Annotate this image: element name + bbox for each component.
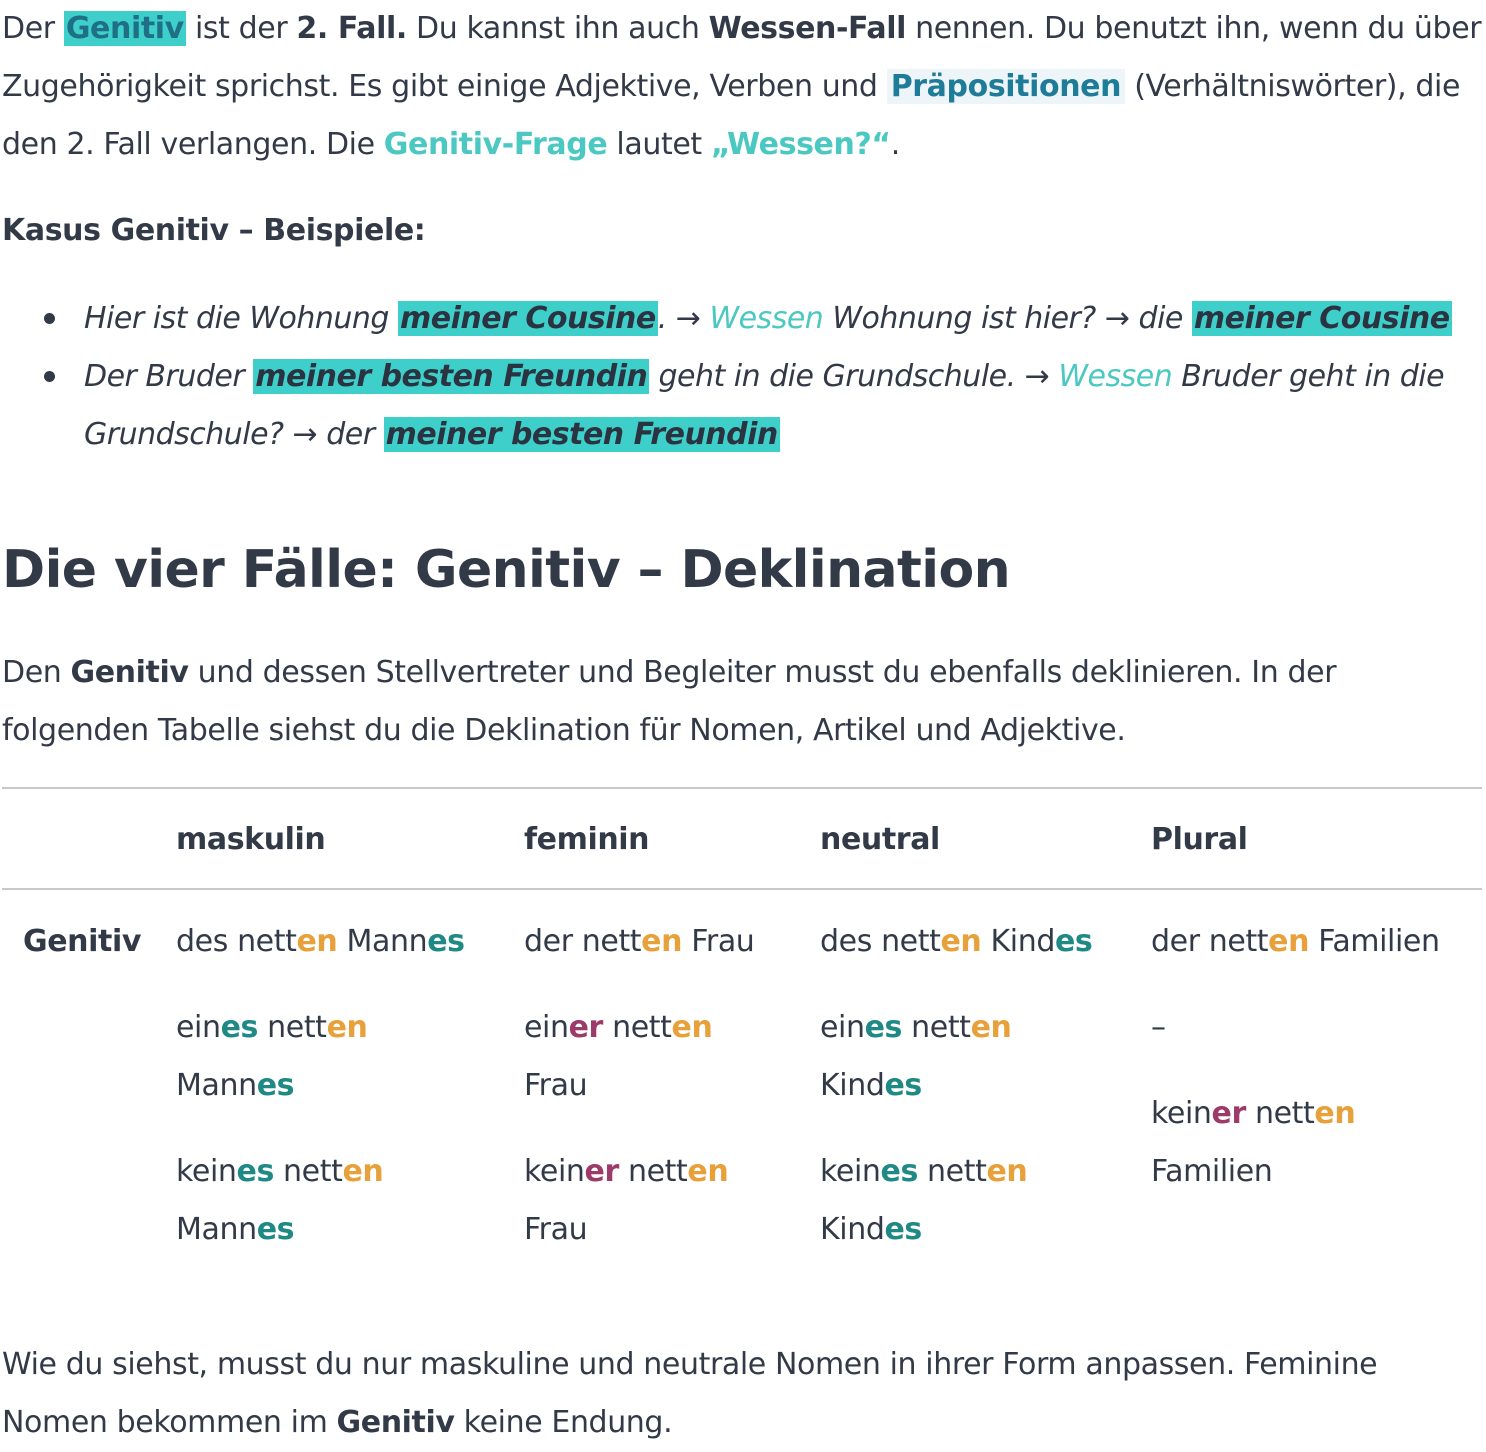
praepositionen-link[interactable]: Präpositionen bbox=[887, 69, 1125, 104]
ending-article: es bbox=[236, 1154, 274, 1189]
stem: des nett bbox=[820, 924, 941, 959]
stem: des nett bbox=[176, 924, 297, 959]
stem: Frau bbox=[524, 1068, 588, 1103]
stem: kein bbox=[176, 1154, 237, 1189]
table-cell bbox=[1151, 913, 1440, 971]
paragraph-text: keine Endung. bbox=[454, 1405, 673, 1440]
wessen-term: Wessen bbox=[1058, 359, 1173, 394]
table-intro-paragraph bbox=[2, 644, 1482, 760]
stem: nett bbox=[258, 1010, 327, 1045]
table-cell bbox=[524, 999, 712, 1115]
table-cell bbox=[524, 1143, 728, 1259]
ending-adjective: en bbox=[326, 1010, 368, 1045]
table-cell bbox=[820, 999, 1011, 1115]
ending-adjective: en bbox=[970, 1010, 1012, 1045]
wessen-question: „Wessen?“ bbox=[710, 127, 891, 162]
wessen-fall-bold: Wessen-Fall bbox=[708, 11, 906, 46]
stem: Frau bbox=[682, 924, 755, 959]
ending-adjective: en bbox=[641, 924, 683, 959]
table-cell bbox=[524, 913, 754, 971]
ending-adjective: en bbox=[1314, 1096, 1356, 1131]
stem: Kind bbox=[981, 924, 1055, 959]
examples-list bbox=[0, 290, 1484, 464]
stem: ein bbox=[524, 1010, 569, 1045]
zweiter-fall-bold: 2. Fall. bbox=[296, 11, 407, 46]
stem: kein bbox=[820, 1154, 881, 1189]
intro-paragraph bbox=[2, 0, 1482, 174]
stem: Frau bbox=[524, 1212, 588, 1247]
stem: nett bbox=[1245, 1096, 1315, 1131]
genitiv-highlight: meiner besten Freundin bbox=[385, 417, 778, 452]
ending-article: es bbox=[880, 1154, 918, 1189]
stem: Mann bbox=[337, 924, 428, 959]
table-cell bbox=[176, 913, 465, 971]
ending-adjective: en bbox=[986, 1154, 1028, 1189]
genitiv-highlight: meiner besten Freundin bbox=[255, 359, 648, 394]
empty-dash: – bbox=[1151, 1010, 1166, 1045]
intro-text: lautet bbox=[607, 127, 711, 162]
paragraph-text: Den bbox=[2, 655, 71, 690]
ending-adjective: en bbox=[1268, 924, 1310, 959]
table-cell bbox=[820, 1143, 1027, 1259]
ending-noun: es bbox=[884, 1068, 922, 1103]
column-header-plural: Plural bbox=[1151, 822, 1248, 857]
ending-noun: es bbox=[1054, 924, 1093, 959]
column-header-maskulin: maskulin bbox=[176, 822, 326, 857]
outro-paragraph bbox=[2, 1336, 1482, 1452]
table-cell bbox=[820, 913, 1092, 971]
stem: kein bbox=[1151, 1096, 1212, 1131]
example-text: Wohnung ist hier? → die bbox=[823, 301, 1192, 336]
column-header-feminin: feminin bbox=[524, 822, 650, 857]
stem: nett bbox=[902, 1010, 971, 1045]
example-text: Hier ist die Wohnung bbox=[84, 301, 399, 336]
wessen-term: Wessen bbox=[709, 301, 824, 336]
ending-adjective: en bbox=[940, 924, 982, 959]
genitiv-bold: Genitiv bbox=[70, 655, 189, 690]
stem: Mann bbox=[176, 1212, 257, 1247]
ending-noun: es bbox=[256, 1068, 295, 1103]
paragraph-text: Wie du siehst, musst du nur maskuline und neutrale Nomen in ihrer Form anpassen. Feminine Nomen bekommen im bbox=[2, 1347, 1378, 1440]
intro-text: Du kannst ihn auch bbox=[406, 11, 709, 46]
column-header-neutral: neutral bbox=[820, 822, 940, 857]
stem: Kind bbox=[820, 1212, 885, 1247]
examples-heading: Kasus Genitiv – Beispiele: bbox=[2, 213, 426, 248]
example-text: . → bbox=[657, 301, 710, 336]
stem: Familien bbox=[1151, 1154, 1273, 1189]
ending-article: er bbox=[584, 1154, 619, 1189]
ending-article: es bbox=[864, 1010, 903, 1045]
example-text: Der Bruder bbox=[84, 359, 254, 394]
stem: Familien bbox=[1309, 924, 1440, 959]
stem: Kind bbox=[820, 1068, 885, 1103]
intro-text: nennen. Du benutzt ihn, wenn du über Zugehörigkeit sprichst. Es gibt einige Adjektive, Verben und bbox=[2, 11, 1482, 104]
intro-text: (Verhältniswörter), die den 2. Fall verlangen. Die bbox=[2, 69, 1461, 162]
stem: nett bbox=[602, 1010, 672, 1045]
table-cell bbox=[1151, 999, 1166, 1057]
stem: der nett bbox=[1151, 924, 1269, 959]
stem: Mann bbox=[176, 1068, 257, 1103]
stem: kein bbox=[524, 1154, 585, 1189]
list-item bbox=[84, 290, 1484, 348]
ending-noun: es bbox=[884, 1212, 922, 1247]
ending-noun: es bbox=[427, 924, 465, 959]
intro-text: Der bbox=[2, 11, 64, 46]
example-text: Bruder geht in die Grundschule? → der bbox=[84, 359, 1445, 452]
ending-article: es bbox=[220, 1010, 259, 1045]
list-item bbox=[84, 348, 1484, 464]
ending-adjective: en bbox=[342, 1154, 384, 1189]
table-top-rule bbox=[2, 787, 1482, 789]
intro-text: . bbox=[890, 127, 900, 162]
section-title: Die vier Fälle: Genitiv – Deklination bbox=[2, 540, 1011, 600]
stem: nett bbox=[917, 1154, 987, 1189]
stem: nett bbox=[273, 1154, 343, 1189]
ending-noun: es bbox=[256, 1212, 295, 1247]
table-cell bbox=[176, 1143, 383, 1259]
stem: ein bbox=[176, 1010, 221, 1045]
genitiv-bold: Genitiv bbox=[336, 1405, 455, 1440]
genitiv-highlight: meiner Cousine bbox=[400, 301, 656, 336]
ending-adjective: en bbox=[687, 1154, 729, 1189]
stem: der nett bbox=[524, 924, 642, 959]
example-text: geht in die Grundschule. → bbox=[649, 359, 1059, 394]
genitiv-highlight: Genitiv bbox=[65, 11, 184, 46]
row-header-genitiv: Genitiv bbox=[23, 924, 141, 959]
ending-adjective: en bbox=[296, 924, 338, 959]
table-header-rule bbox=[2, 888, 1482, 890]
genitiv-frage-term: Genitiv-Frage bbox=[383, 127, 608, 162]
genitiv-highlight: meiner Cousine bbox=[1193, 301, 1450, 336]
stem: ein bbox=[820, 1010, 865, 1045]
paragraph-text: und dessen Stellvertreter und Begleiter musst du ebenfalls deklinieren. In der folgenden Tabelle siehst du die Deklination für Nomen, Artikel und Adjektive. bbox=[2, 655, 1337, 748]
table-cell bbox=[1151, 1085, 1355, 1201]
ending-article: er bbox=[1211, 1096, 1246, 1131]
stem: nett bbox=[618, 1154, 688, 1189]
ending-article: er bbox=[568, 1010, 603, 1045]
table-cell bbox=[176, 999, 367, 1115]
intro-text: ist der bbox=[185, 11, 297, 46]
ending-adjective: en bbox=[671, 1010, 713, 1045]
